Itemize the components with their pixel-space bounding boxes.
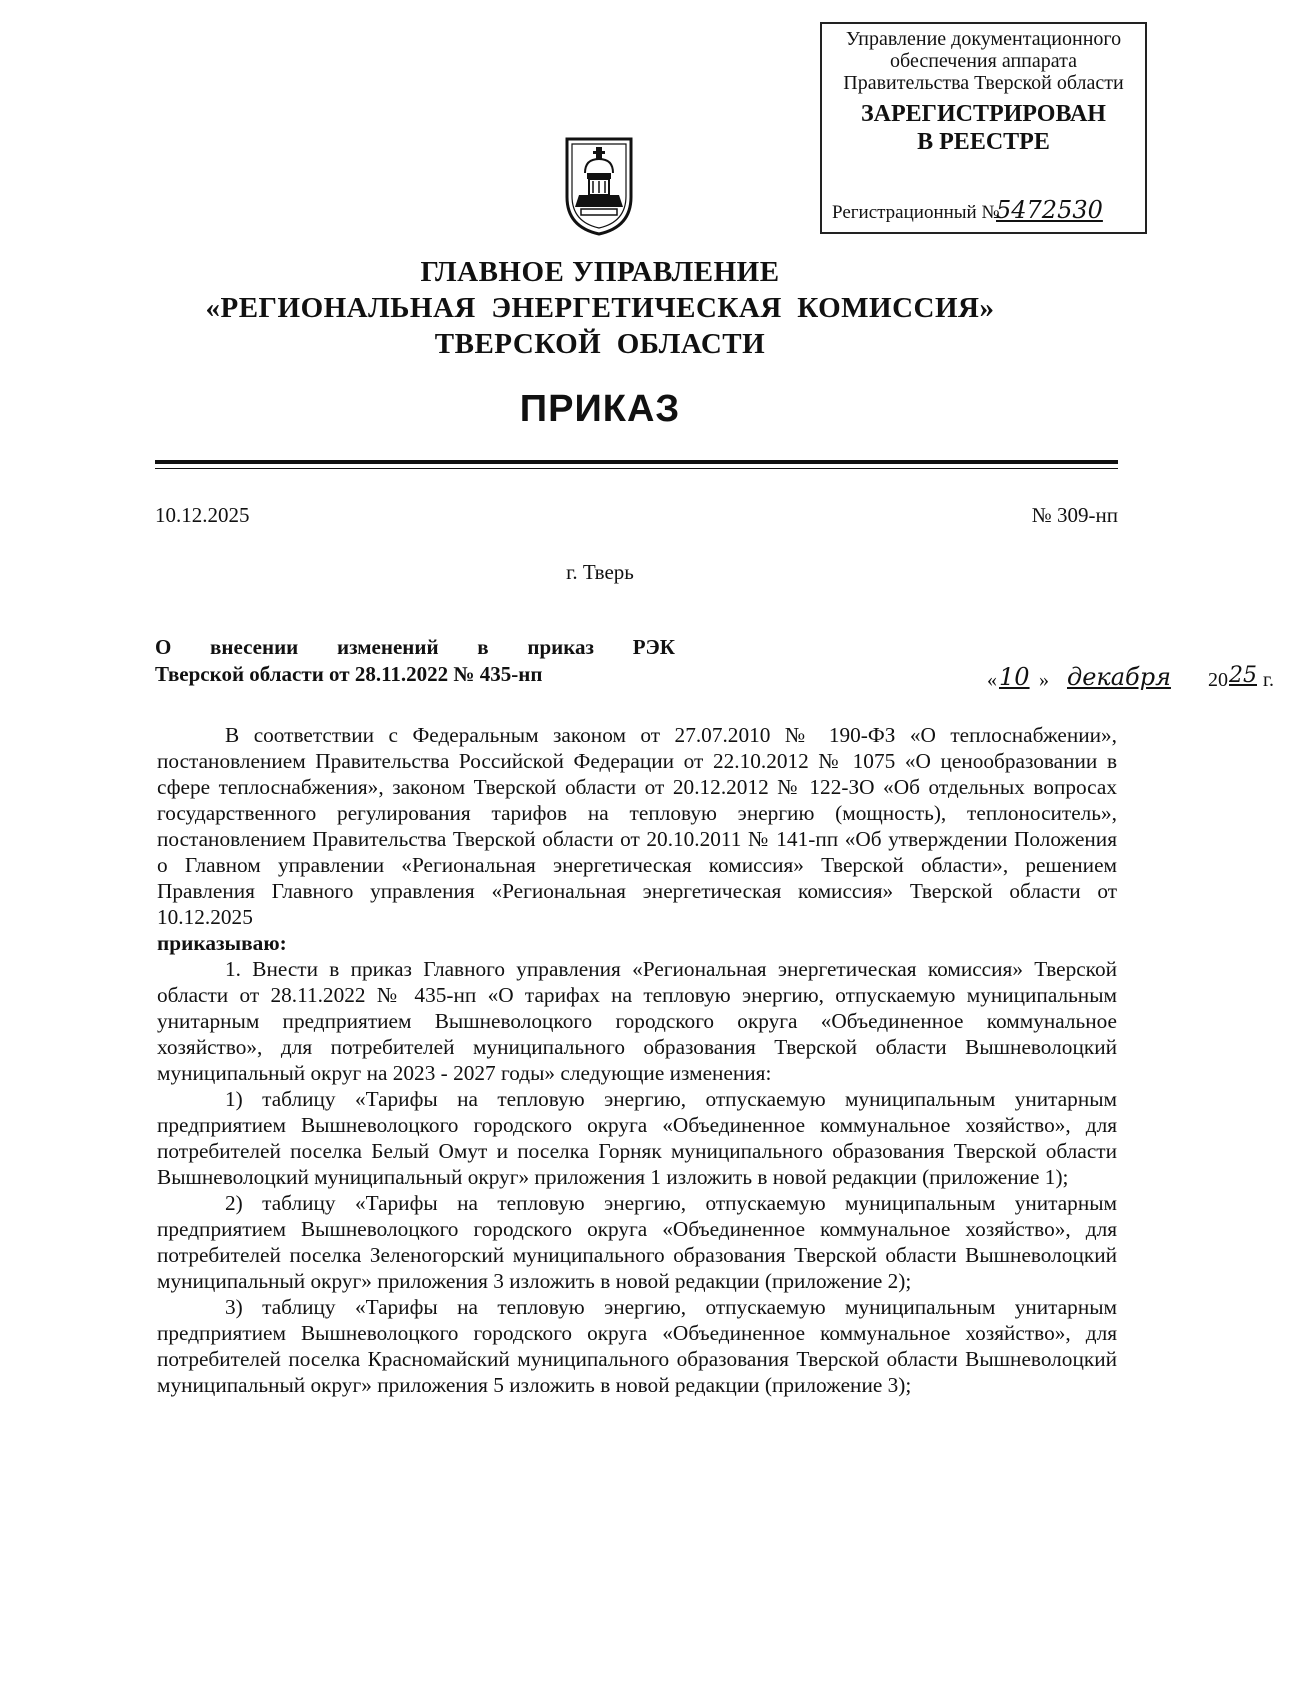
stamp-month: декабря	[1067, 663, 1171, 691]
preamble-paragraph: В соответствии с Федеральным законом от 27.07.2010 № 190-ФЗ «О теплоснабжении», постановлением Правительства Российской Федерации от 22.10.2012 № 1075 «О ценообразовании в сфере теплоснабжения», законом Тверской области от 20.12.2012 № 122-ЗО «Об отдельных вопросах государственного регулирования тарифов на тепловую энергию (мощность), теплоноситель», постановлением Правительства Тверской области от 20.10.2011 № 141-пп «Об утверждении Положения о Главном управлении «Региональная энергетическая комиссия» Тверской области», решением Правления Главного управления «Региональная энергетическая комиссия» Тверской области от 10.12.2025	[157, 723, 1117, 929]
org-line-3: ТВЕРСКОЙ ОБЛАСТИ	[434, 328, 766, 360]
subitem-3-paragraph: 3) таблицу «Тарифы на тепловую энергию, отпускаемую муниципальным унитарным предприятием Вышневолоцкого городского округа «Объединенное коммунальное хозяйство», для потребителей поселка Красномайский муниципального образования Тверской области Вышневолоцкий муниципальный округ» приложения 5 изложить в новой редакции (приложение 3);	[157, 1295, 1117, 1397]
document-city: г. Тверь	[566, 560, 634, 584]
stamp-year-suffix: г.	[1263, 669, 1274, 691]
document-subject	[155, 634, 675, 688]
stamp-registered-line-1: ЗАРЕГИСТРИРОВАН	[861, 101, 1106, 127]
stamp-day: 10	[999, 663, 1030, 691]
order-word: приказываю:	[157, 931, 287, 955]
org-line-2: «РЕГИОНАЛЬНАЯ ЭНЕРГЕТИЧЕСКАЯ КОМИССИЯ»	[205, 292, 995, 324]
subject-line-1: О внесении изменений в приказ РЭК	[155, 635, 675, 659]
document-body	[157, 722, 1117, 1398]
subject-line-2: Тверской области от 28.11.2022 № 435-нп	[155, 662, 543, 686]
stamp-registered	[828, 100, 1139, 156]
stamp-line-1: Управление документационного	[845, 28, 1122, 50]
stamp-reg-value: 5472530	[996, 196, 1103, 224]
subitem-1-paragraph: 1) таблицу «Тарифы на тепловую энергию, отпускаемую муниципальным унитарным предприятием Вышневолоцкого городского округа «Объединенное коммунальное хозяйство», для потребителей поселка Белый Омут и поселка Горняк муниципального образования Тверской области Вышневолоцкий муниципальный округ» приложения 1 изложить в новой редакции (приложение 1);	[157, 1087, 1117, 1189]
document-date: 10.12.2025	[155, 503, 250, 527]
org-line-1: ГЛАВНОЕ УПРАВЛЕНИЕ	[420, 256, 780, 288]
item-1-paragraph: 1. Внести в приказ Главного управления «Региональная энергетическая комиссия» Тверской области от 28.11.2022 № 435-нп «О тарифах на тепловую энергию, отпускаемую муниципальным унитарным предприятием Вышневолоцкого городского округа «Объединенное коммунальное хозяйство», для потребителей муниципального образования Тверской области Вышневолоцкий муниципальный округ на 2023 - 2027 годы» следующие изменения:	[157, 957, 1117, 1085]
document-number: № 309-нп	[1031, 503, 1118, 527]
organization-header	[0, 254, 1200, 362]
stamp-date: « 10 » декабря 20 25 г.	[987, 663, 1274, 691]
stamp-year-prefix: 20	[1208, 669, 1228, 691]
subitem-2-paragraph: 2) таблицу «Тарифы на тепловую энергию, отпускаемую муниципальным унитарным предприятием Вышневолоцкого городского округа «Объединенное коммунальное хозяйство», для потребителей поселка Зеленогорский муниципального образования Тверской области Вышневолоцкий муниципальный округ» приложения 3 изложить в новой редакции (приложение 2);	[157, 1191, 1117, 1293]
coat-of-arms-icon	[563, 135, 635, 237]
stamp-line-2: обеспечения аппарата	[890, 50, 1077, 72]
header-divider-thin	[155, 468, 1118, 469]
header-divider-thick	[155, 460, 1118, 464]
stamp-reg-number	[828, 196, 1139, 226]
stamp-line-3: Правительства Тверской области	[843, 72, 1124, 94]
stamp-year: 25	[1229, 663, 1257, 688]
stamp-reg-label: Регистрационный №	[832, 202, 1000, 223]
document-type: ПРИКАЗ	[519, 388, 681, 430]
stamp-registered-line-2: В РЕЕСТРЕ	[917, 129, 1050, 155]
